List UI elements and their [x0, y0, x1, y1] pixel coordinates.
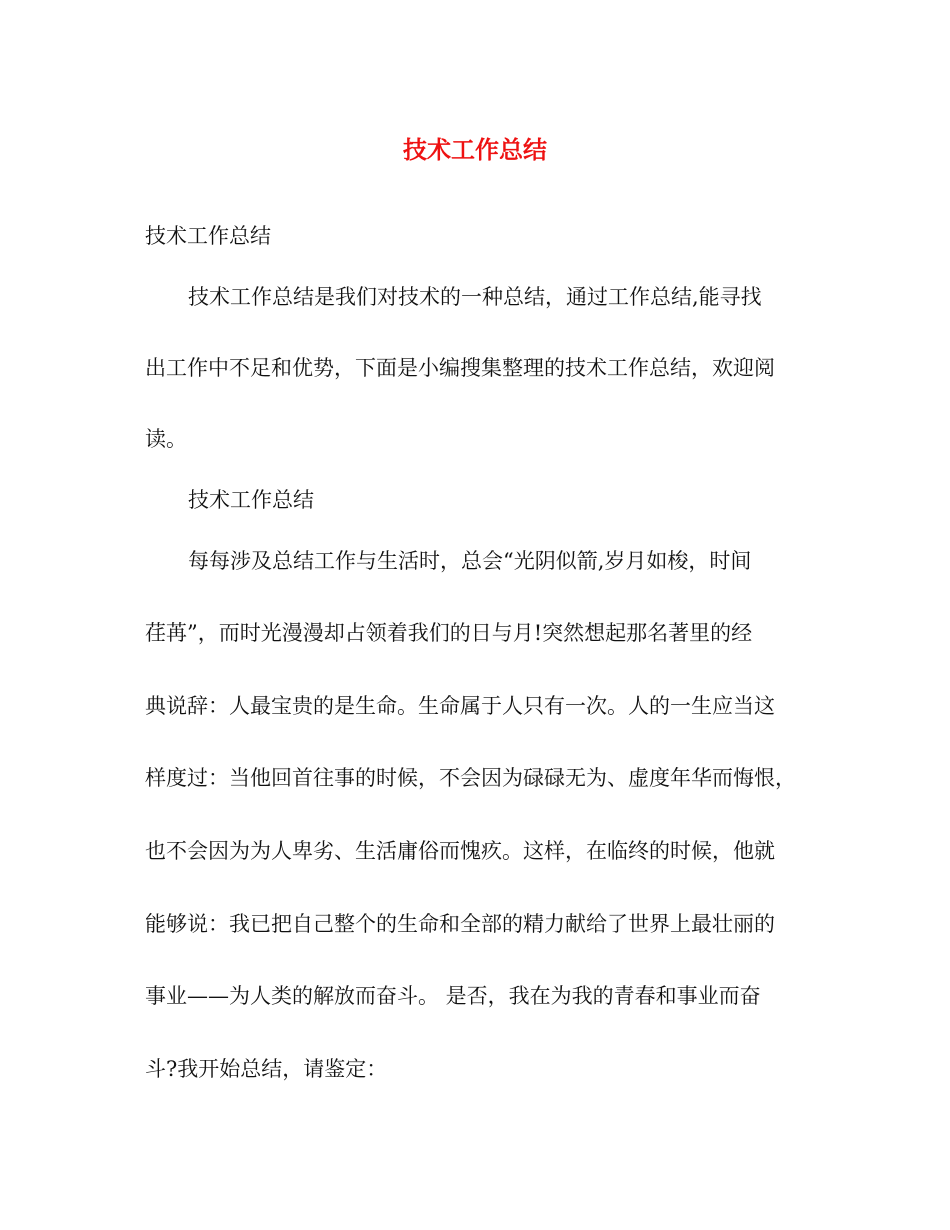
- document-title: 技术工作总结: [403, 136, 547, 164]
- paragraph-line: 能够说：我已把自己整个的生命和全部的精力献给了世界上最壮丽的: [145, 912, 775, 936]
- paragraph-line: 每每涉及总结工作与生活时，总会“光阴似箭,岁月如梭，时间: [188, 549, 752, 573]
- paragraph-line: 出工作中不足和优势，下面是小编搜集整理的技术工作总结，欢迎阅: [145, 356, 775, 380]
- paragraph-line: 也不会因为为人卑劣、生活庸俗而愧疚。这样，在临终的时候，他就: [145, 839, 775, 863]
- paragraph-line: 典说辞：人最宝贵的是生命。生命属于人只有一次。人的一生应当这: [145, 694, 775, 718]
- paragraph-line: 技术工作总结是我们对技术的一种总结，通过工作总结,能寻找: [188, 285, 762, 309]
- section-heading-line: 技术工作总结: [188, 488, 314, 512]
- paragraph-line: 读。: [145, 427, 187, 451]
- paragraph-line: 事业——为人类的解放而奋斗。 是否，我在为我的青春和事业而奋: [145, 984, 761, 1008]
- paragraph-line: 样度过：当他回首往事的时候，不会因为碌碌无为、虚度年华而悔恨，: [145, 766, 796, 790]
- paragraph-line: 斗?我开始总结，请鉴定：: [145, 1057, 388, 1081]
- subheading-line: 技术工作总结: [145, 224, 271, 248]
- paragraph-line: 荏苒”，而时光漫漫却占领着我们的日与月!突然想起那名著里的经: [145, 621, 753, 645]
